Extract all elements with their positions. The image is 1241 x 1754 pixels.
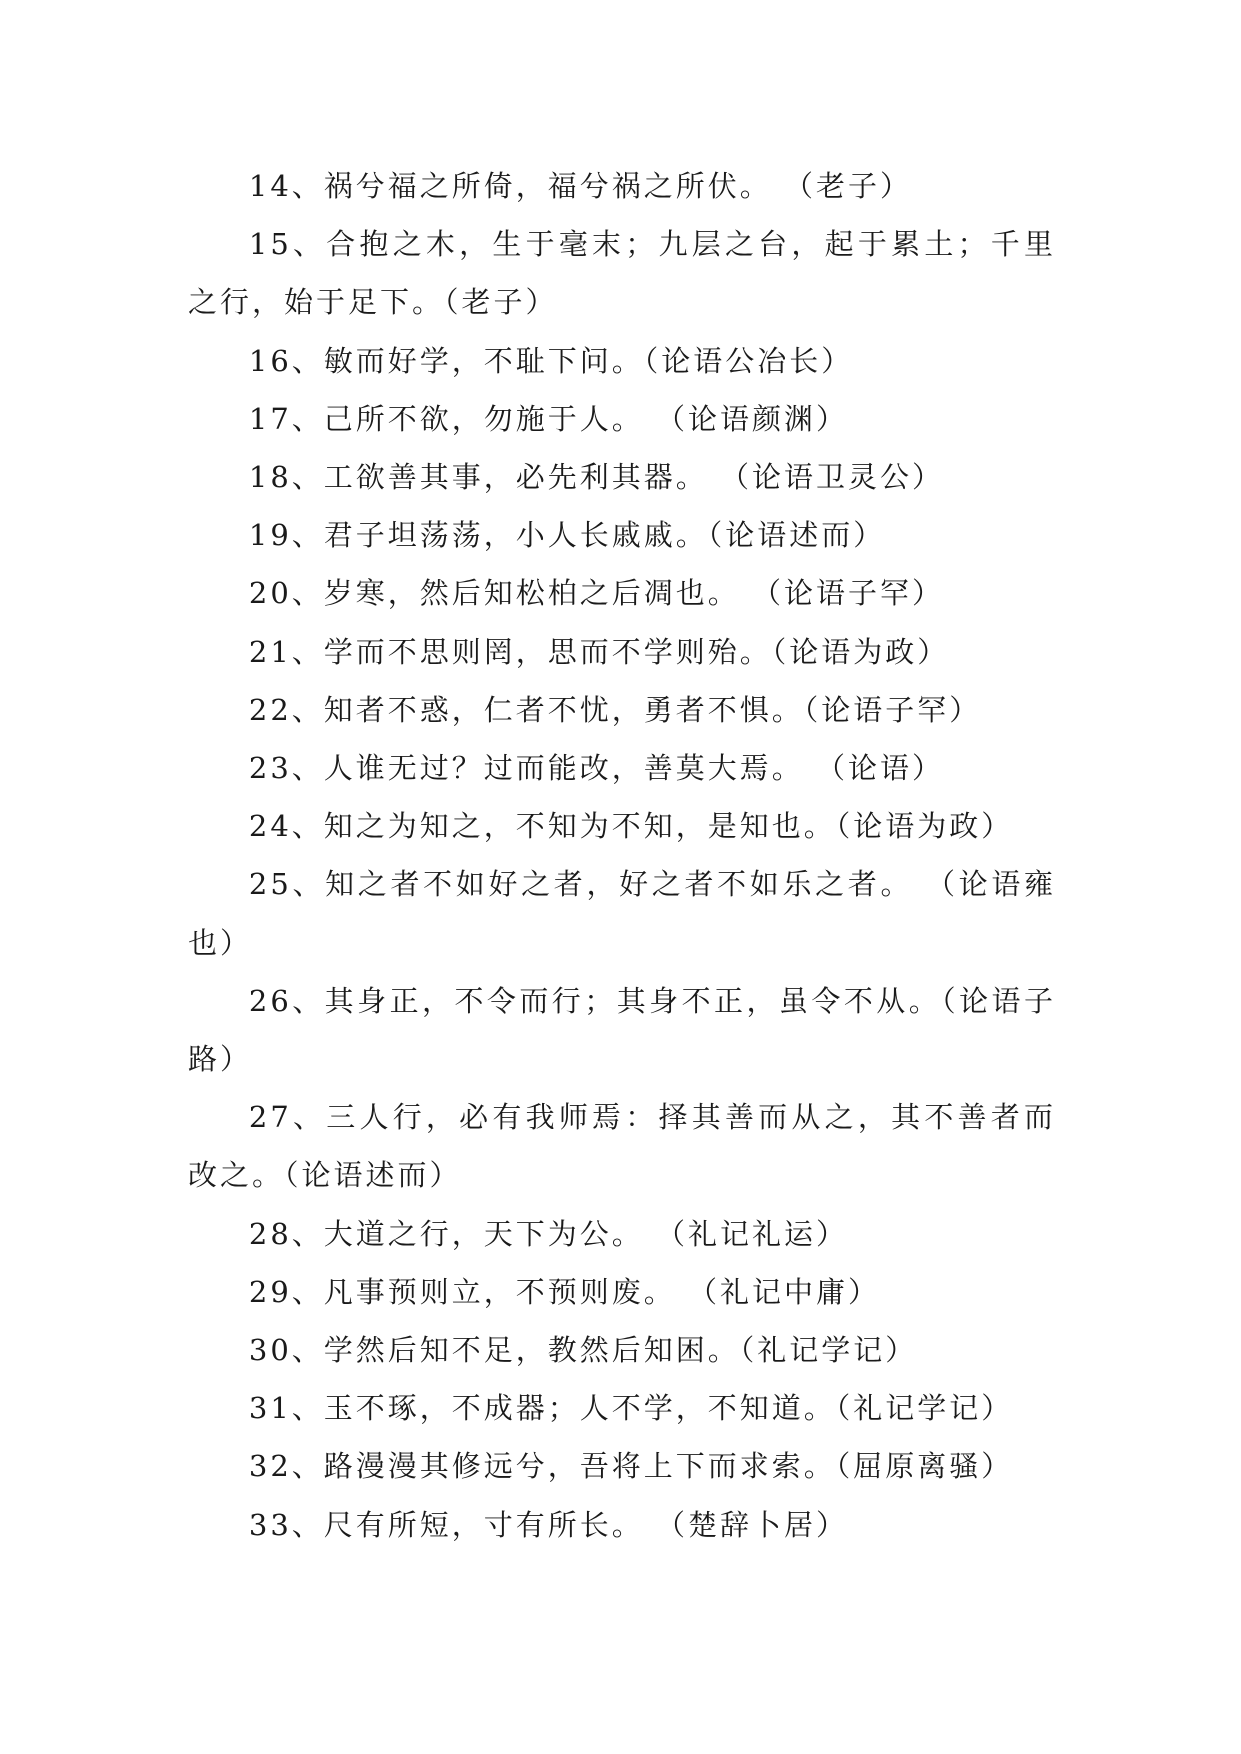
quote-20: 20、岁寒，然后知松柏之后凋也。 （论语子罕） <box>248 576 945 611</box>
quote-25: 25、知之者不如好之者，好之者不如乐之者。 （论语雍也） <box>188 867 1056 960</box>
quote-16: 16、敏而好学，不耻下问。（论语公冶长） <box>248 343 854 378</box>
quote-17: 17、己所不欲，勿施于人。 （论语颜渊） <box>248 401 849 436</box>
quote-19: 19、君子坦荡荡，小人长戚戚。（论语述而） <box>248 518 886 553</box>
quote-14: 14、祸兮福之所倚，福兮祸之所伏。 （老子） <box>248 169 913 203</box>
quote-32: 32、路漫漫其修远兮，吾将上下而求索。（屈原离骚） <box>248 1449 1014 1484</box>
quote-33: 33、尺有所短，寸有所长。 （楚辞卜居） <box>248 1507 849 1542</box>
quote-30: 30、学然后知不足，教然后知困。（礼记学记） <box>248 1333 918 1368</box>
quote-28: 28、大道之行，天下为公。 （礼记礼运） <box>248 1216 849 1251</box>
quote-27: 27、三人行，必有我师焉：择其善而从之，其不善者而改之。（论语述而） <box>188 1100 1056 1193</box>
quote-18: 18、工欲善其事，必先利其器。 （论语卫灵公） <box>248 460 945 495</box>
document-body <box>188 157 1056 1554</box>
quote-21: 21、学而不思则罔，思而不学则殆。（论语为政） <box>248 634 950 669</box>
quote-24: 24、知之为知之，不知为不知，是知也。（论语为政） <box>248 809 1014 844</box>
quote-22: 22、知者不惑，仁者不忧，勇者不惧。（论语子罕） <box>248 692 982 727</box>
quote-29: 29、凡事预则立，不预则废。 （礼记中庸） <box>248 1274 881 1309</box>
quote-15: 15、合抱之木，生于毫末；九层之台，起于累土；千里之行，始于足下。（老子） <box>188 227 1056 320</box>
quote-26: 26、其身正，不令而行；其身不正，虽令不从。（论语子路） <box>188 983 1056 1077</box>
quote-31: 31、玉不琢，不成器；人不学，不知道。（礼记学记） <box>248 1391 1014 1426</box>
quote-23: 23、人谁无过？过而能改，善莫大焉。 （论语） <box>248 751 945 786</box>
